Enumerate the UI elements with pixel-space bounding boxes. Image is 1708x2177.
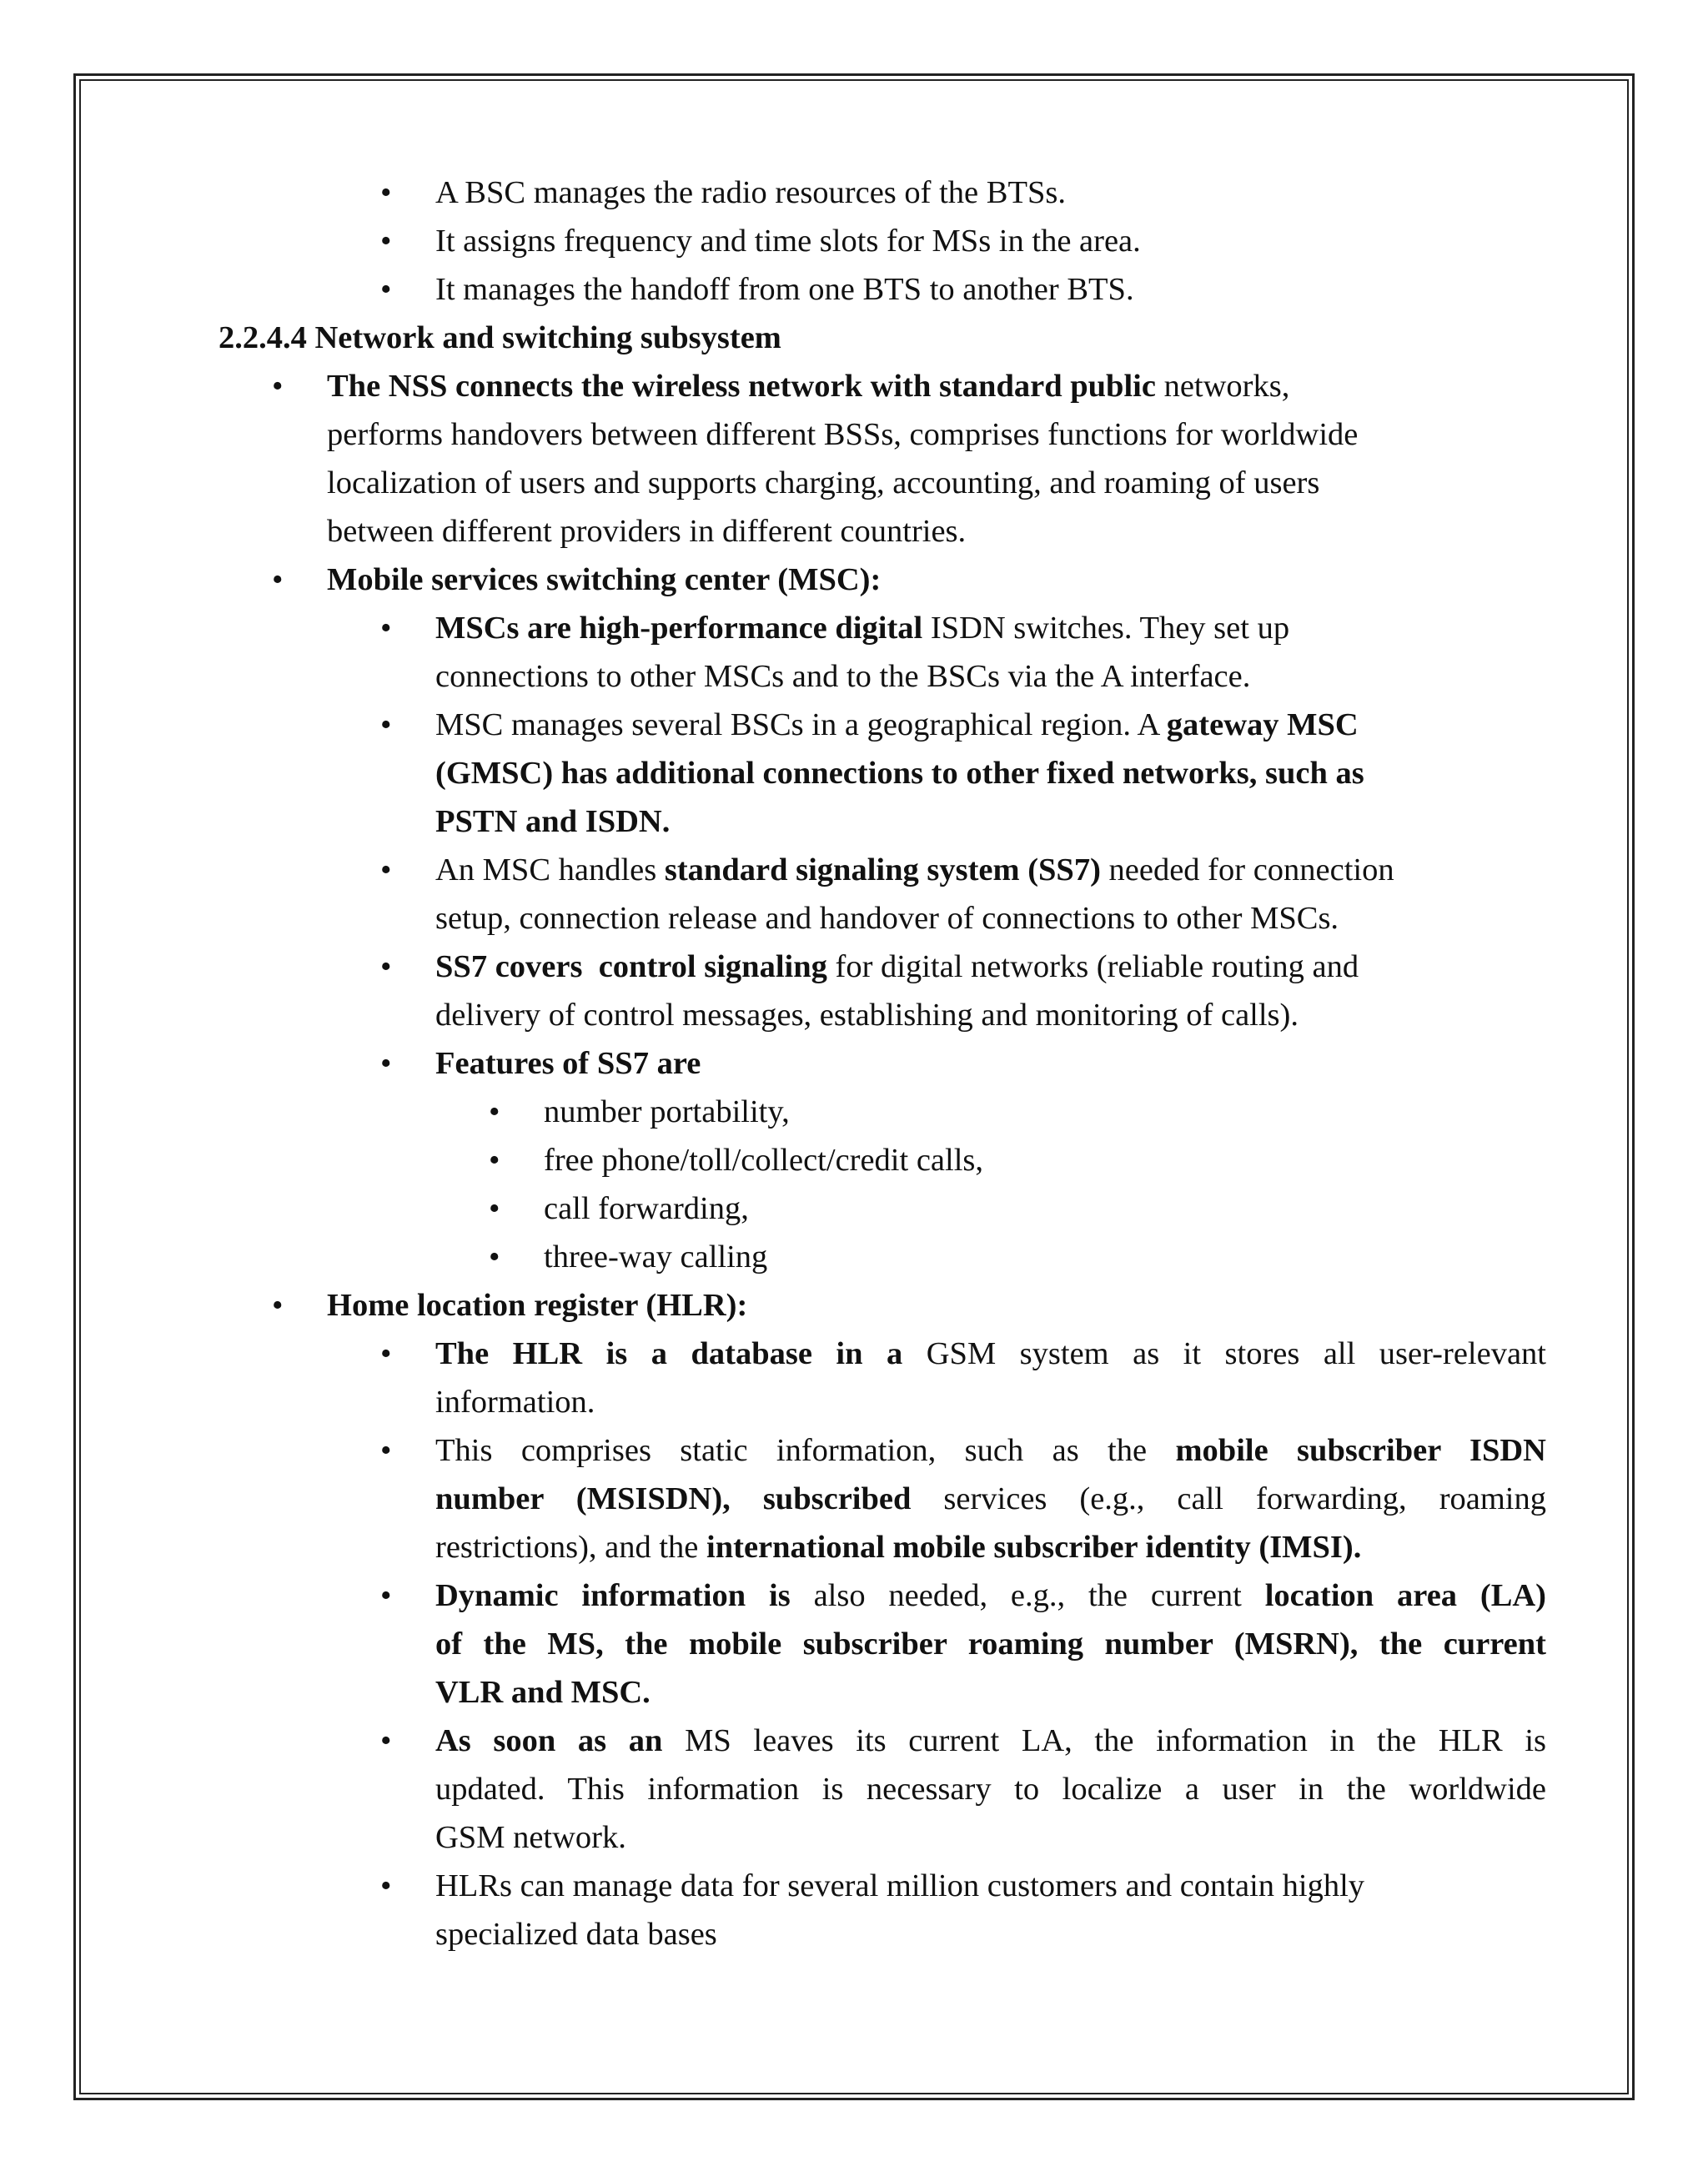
bullet-icon: • — [489, 1239, 500, 1275]
hlr-b1-rest: GSM system as it stores all user-relevant — [902, 1336, 1546, 1371]
msc-b1-rest: ISDN switches. They set up — [922, 611, 1290, 646]
hlr-b1-bold: The HLR is a database in a — [435, 1336, 903, 1371]
msc-b4-line-2: delivery of control messages, establishing and monitoring of calls). — [435, 998, 1299, 1033]
bullet-icon: • — [380, 1433, 392, 1468]
section-number: 2.2.4.4 — [219, 320, 307, 355]
msc-b2-line-3: PSTN and ISDN. — [435, 804, 671, 839]
msc-b1-line-2: connections to other MSCs and to the BSCs via the A interface. — [435, 659, 1251, 694]
bullet-icon: • — [272, 1288, 284, 1323]
feature-item-1: number portability, — [544, 1094, 790, 1129]
nss-line-3: localization of users and supports charging, accounting, and roaming of users — [327, 465, 1320, 500]
hlr-b2-l2-bold: number (MSISDN), subscribed — [435, 1481, 912, 1516]
bullet-icon: • — [380, 707, 392, 742]
bullet-icon: • — [380, 949, 392, 984]
msc-b4-rest: for digital networks (reliable routing and — [826, 949, 1359, 984]
nss-line-1 — [327, 370, 1289, 403]
msc-b2-start: MSC manages several BSCs in a geographical region. A — [435, 707, 1167, 742]
nss-rest: networks, — [1155, 369, 1290, 404]
section-heading — [219, 322, 781, 354]
bullet-icon: • — [380, 1046, 392, 1081]
feature-item-2: free phone/toll/collect/credit calls, — [544, 1143, 984, 1178]
hlr-b3-bold2: location area (LA) — [1264, 1578, 1546, 1613]
bullet-icon: • — [272, 562, 284, 597]
hlr-b1-line-1 — [435, 1338, 1546, 1370]
hlr-b3-mid: also needed, e.g., the current — [790, 1578, 1265, 1613]
bullet-icon: • — [489, 1094, 500, 1129]
bullet-icon: • — [380, 175, 392, 210]
msc-b1-bold: MSCs are high-performance digital — [435, 611, 923, 646]
bullet-icon: • — [489, 1143, 500, 1178]
bullet-icon: • — [380, 272, 392, 307]
hlr-b2-line-2 — [435, 1483, 1546, 1516]
hlr-b4-bold: As soon as an — [435, 1723, 663, 1758]
bsc-bullet-1: A BSC manages the radio resources of the BTSs. — [435, 175, 1066, 210]
hlr-b5-line-1: HLRs can manage data for several million customers and contain highly — [435, 1868, 1365, 1903]
msc-b3-bold: standard signaling system (SS7) — [664, 852, 1101, 887]
hlr-b3-line-3: VLR and MSC. — [435, 1675, 651, 1710]
msc-b3-start: An MSC handles — [435, 852, 665, 887]
section-title: Network and switching subsystem — [314, 320, 781, 355]
bullet-icon: • — [272, 369, 284, 404]
feature-item-4: three-way calling — [544, 1239, 768, 1275]
msc-b3-rest: needed for connection — [1100, 852, 1394, 887]
msc-b5-heading: Features of SS7 are — [435, 1046, 701, 1081]
msc-b2-line-2: (GMSC) has additional connections to other fixed networks, such as — [435, 756, 1364, 791]
bsc-bullet-3: It manages the handoff from one BTS to another BTS. — [435, 272, 1134, 307]
hlr-b1-line-2: information. — [435, 1385, 595, 1420]
nss-bold: The NSS connects the wireless network with standard public — [327, 369, 1156, 404]
bullet-icon: • — [380, 1336, 392, 1371]
msc-b3-line-2: setup, connection release and handover of connections to other MSCs. — [435, 901, 1339, 936]
feature-item-3: call forwarding, — [544, 1191, 749, 1226]
hlr-b5-line-2: specialized data bases — [435, 1917, 717, 1952]
hlr-heading: Home location register (HLR): — [327, 1288, 748, 1323]
hlr-b2-line-3 — [435, 1531, 1361, 1564]
hlr-b2-start: This comprises static information, such as the — [435, 1433, 1176, 1468]
hlr-b4-line-3: GSM network. — [435, 1820, 626, 1855]
bullet-icon: • — [489, 1191, 500, 1226]
msc-b3-line-1 — [435, 854, 1394, 887]
bullet-icon: • — [380, 1578, 392, 1613]
bullet-icon: • — [380, 224, 392, 259]
msc-b1-line-1 — [435, 612, 1289, 645]
bullet-icon: • — [380, 611, 392, 646]
hlr-b2-l3-start: restrictions), and the — [435, 1530, 707, 1565]
bullet-icon: • — [380, 1723, 392, 1758]
hlr-b2-line-1 — [435, 1435, 1546, 1467]
msc-b4-line-1 — [435, 951, 1359, 983]
hlr-b3-bold: Dynamic information is — [435, 1578, 791, 1613]
hlr-b2-bold: mobile subscriber ISDN — [1175, 1433, 1546, 1468]
bsc-bullet-2: It assigns frequency and time slots for MSs in the area. — [435, 224, 1141, 259]
hlr-b3-line-2: of the MS, the mobile subscriber roaming number (MSRN), the current — [435, 1626, 1546, 1662]
msc-b4-bold: SS7 covers control signaling — [435, 949, 827, 984]
msc-b2-bold1: gateway MSC — [1166, 707, 1359, 742]
nss-line-4: between different providers in different countries. — [327, 514, 967, 549]
msc-heading: Mobile services switching center (MSC): — [327, 562, 882, 597]
hlr-b2-l3-bold: international mobile subscriber identity (IMSI). — [706, 1530, 1362, 1565]
hlr-b4-rest: MS leaves its current LA, the information in the HLR is — [662, 1723, 1547, 1758]
msc-b2-line-1 — [435, 709, 1359, 742]
hlr-b4-line-2: updated. This information is necessary to localize a user in the worldwide — [435, 1772, 1546, 1807]
nss-line-2: performs handovers between different BSSs, comprises functions for worldwide — [327, 417, 1359, 452]
hlr-b3-line-1 — [435, 1580, 1546, 1612]
hlr-b2-l2-rest: services (e.g., call forwarding, roaming — [911, 1481, 1546, 1516]
bullet-icon: • — [380, 1868, 392, 1903]
bullet-icon: • — [380, 852, 392, 887]
hlr-b4-line-1 — [435, 1725, 1546, 1757]
